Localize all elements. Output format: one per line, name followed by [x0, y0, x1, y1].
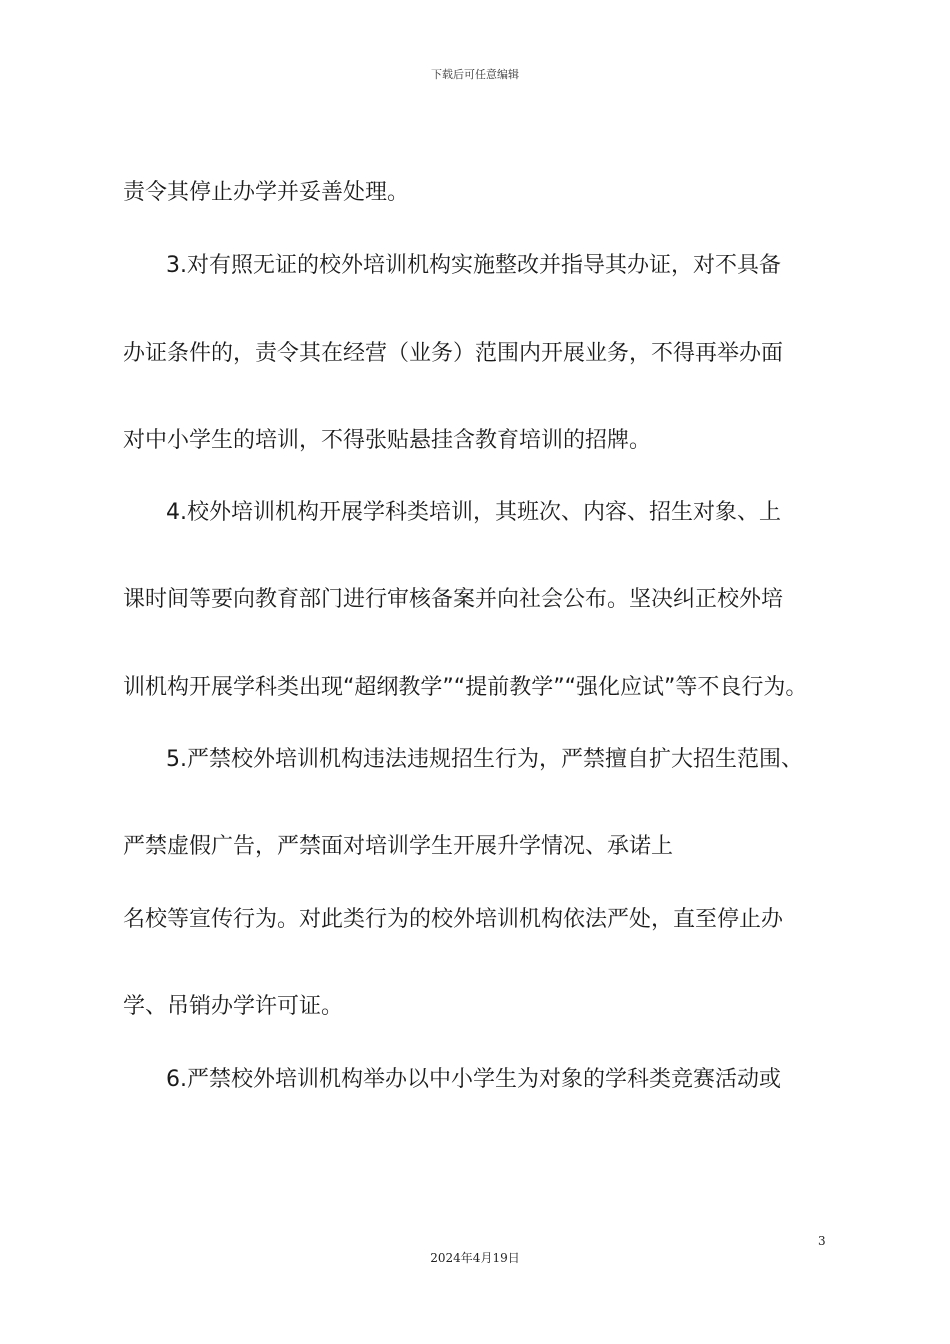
body-line: 学、吊销办学许可证。	[123, 994, 344, 1019]
body-line: 6.严禁校外培训机构举办以中小学生为对象的学科类竞赛活动或	[166, 1067, 781, 1092]
body-line: 严禁虚假广告，严禁面对培训学生开展升学情况、承诺上	[123, 834, 674, 859]
body-line: 5.严禁校外培训机构违法违规招生行为，严禁擅自扩大招生范围、	[166, 747, 803, 772]
footer-date: 2024年4月19日	[430, 1251, 520, 1265]
page-number: 3	[818, 1234, 826, 1248]
body-line: 3.对有照无证的校外培训机构实施整改并指导其办证，对不具备	[166, 253, 781, 278]
body-line: 课时间等要向教育部门进行审核备案并向社会公布。坚决纠正校外培	[123, 587, 784, 612]
body-line: 4.校外培训机构开展学科类培训，其班次、内容、招生对象、上	[166, 500, 781, 525]
header-note: 下载后可任意编辑	[431, 68, 519, 81]
body-line: 名校等宣传行为。对此类行为的校外培训机构依法严处，直至停止办	[123, 907, 784, 932]
body-line: 对中小学生的培训，不得张贴悬挂含教育培训的招牌。	[123, 428, 652, 453]
body-line: 责令其停止办学并妥善处理。	[123, 180, 410, 205]
body-line: 办证条件的，责令其在经营（业务）范围内开展业务，不得再举办面	[123, 341, 784, 366]
body-line: 训机构开展学科类出现“超纲教学”“提前教学”“强化应试”等不良行为。	[123, 675, 808, 700]
